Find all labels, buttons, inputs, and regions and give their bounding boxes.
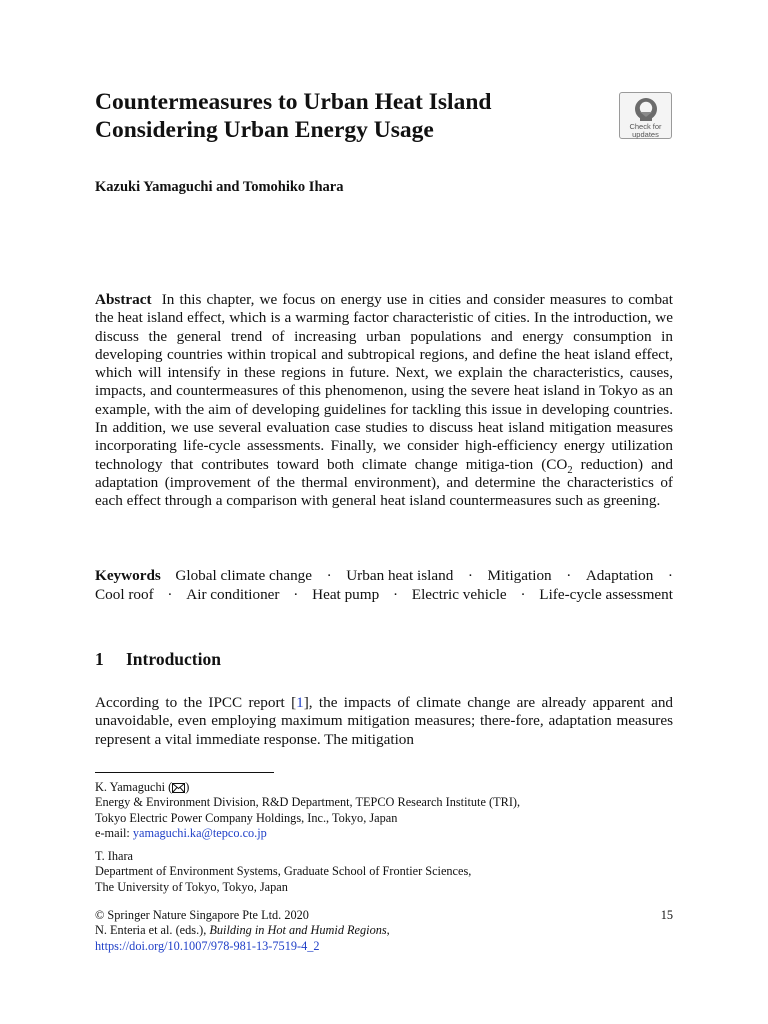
check-for-updates-badge[interactable] bbox=[619, 92, 672, 139]
keyword-separator: · bbox=[293, 586, 299, 603]
keywords-line-2 bbox=[95, 585, 673, 604]
page-footer bbox=[95, 908, 673, 954]
fn1-name-suffix: ) bbox=[185, 780, 190, 794]
check-for-updates-icon bbox=[634, 97, 658, 121]
keyword: Urban heat island bbox=[346, 567, 454, 584]
keyword-separator: · bbox=[392, 586, 399, 603]
author-footnote-1 bbox=[95, 780, 673, 841]
keyword-separator: · bbox=[167, 586, 173, 603]
doi-link[interactable]: https://doi.org/10.1007/978-981-13-7519-4_2 bbox=[95, 938, 320, 953]
fn2-affiliation-2: The University of Tokyo, Tokyo, Japan bbox=[95, 879, 288, 894]
keyword: Life-cycle assessment bbox=[539, 586, 673, 603]
citation-prefix: N. Enteria et al. (eds.), bbox=[95, 923, 210, 938]
intro-text-2: ], the impacts of climate change are already apparent and unavoidable, even employing maximum mitigation measures; there-fore, adaptation measures represent a vital immediate response. The mitigation bbox=[95, 694, 674, 748]
section-title: Introduction bbox=[126, 649, 221, 669]
keywords bbox=[95, 566, 673, 604]
author-footnote-2 bbox=[95, 849, 673, 895]
badge-text-line-1: Check for bbox=[629, 122, 662, 131]
keyword-separator: · bbox=[467, 567, 473, 584]
keyword: Electric vehicle bbox=[411, 586, 507, 603]
keyword: Global climate change bbox=[175, 567, 313, 584]
reference-link[interactable]: 1 bbox=[296, 694, 304, 711]
keyword-separator: · bbox=[520, 586, 526, 603]
keyword: Air conditioner bbox=[186, 586, 280, 603]
fn2-affiliation-1: Department of Environment Systems, Graduate School of Frontier Sciences, bbox=[95, 864, 472, 879]
authors: Kazuki Yamaguchi and Tomohiko Ihara bbox=[95, 179, 344, 195]
badge-text-line-2: updates bbox=[632, 130, 659, 139]
title-line-1: Countermeasures to Urban Heat Island bbox=[95, 89, 492, 115]
keyword: Mitigation bbox=[487, 567, 552, 584]
keyword-separator: · bbox=[326, 567, 332, 584]
abstract-text-2: reduction) and adaptation (improvement of the thermal environment), and determine the characteristics of each effect through a comparison with general heat island countermeasures such as greening. bbox=[95, 455, 673, 510]
fn1-affiliation-1: Energy & Environment Division, R&D Department, TEPCO Research Institute (TRI), bbox=[95, 795, 521, 810]
intro-text-1: According to the IPCC report [ bbox=[95, 694, 297, 711]
keywords-line-1 bbox=[95, 566, 673, 585]
abstract-subscript: 2 bbox=[567, 464, 573, 476]
abstract-text-1: In this chapter, we focus on energy use in cities and consider measures to combat the heat island effect, which is a warming factor characteristic of cities. In the introduction, we discuss the general trend of increasing urban populations and energy consumption in developing countries within tropical and subtropical regions, and define the heat island effect, which will intensify in these regions in future. Next, we explain the characteristics, causes, impacts, and countermeasures of this phenomenon, using the severe heat island in Tokyo as an example, with the aim of developing guidelines for tackling this issue in developing countries. In addition, we use several evaluation case studies to discuss heat island mitigation measures incorporating life-cycle assessments. Finally, we consider high-efficiency energy utilization technology that contributes toward both climate change mitiga-tion (CO bbox=[95, 291, 674, 473]
citation-suffix: , bbox=[386, 923, 390, 938]
email-link[interactable]: yamaguchi.ka@tepco.co.jp bbox=[132, 825, 267, 840]
keyword: Cool roof bbox=[95, 586, 154, 603]
footnote-divider bbox=[95, 772, 274, 773]
copyright: © Springer Nature Singapore Pte Ltd. 2020 bbox=[95, 908, 309, 922]
keyword: Heat pump bbox=[312, 586, 380, 603]
fn1-name-prefix: K. Yamaguchi ( bbox=[95, 780, 173, 794]
paper-page bbox=[95, 0, 673, 1024]
keyword-separator: · bbox=[566, 567, 572, 584]
fn1-affiliation-2: Tokyo Electric Power Company Holdings, Inc., Tokyo, Japan bbox=[95, 810, 398, 825]
abstract bbox=[95, 291, 673, 511]
keyword-separator: · bbox=[667, 567, 673, 584]
page-number: 15 bbox=[660, 908, 673, 922]
keyword: Adaptation bbox=[585, 567, 654, 584]
book-title: Building in Hot and Humid Regions bbox=[209, 923, 387, 938]
paper-title bbox=[95, 88, 595, 144]
keywords-label: Keywords bbox=[95, 567, 161, 584]
fn1-email-label: e-mail: bbox=[95, 825, 133, 840]
abstract-label: Abstract bbox=[95, 291, 152, 308]
envelope-icon[interactable] bbox=[172, 783, 185, 793]
fn2-name: T. Ihara bbox=[95, 849, 134, 863]
introduction-paragraph bbox=[95, 694, 673, 749]
section-heading bbox=[95, 649, 221, 670]
title-line-2: Considering Urban Energy Usage bbox=[95, 117, 434, 143]
section-number: 1 bbox=[95, 649, 104, 669]
